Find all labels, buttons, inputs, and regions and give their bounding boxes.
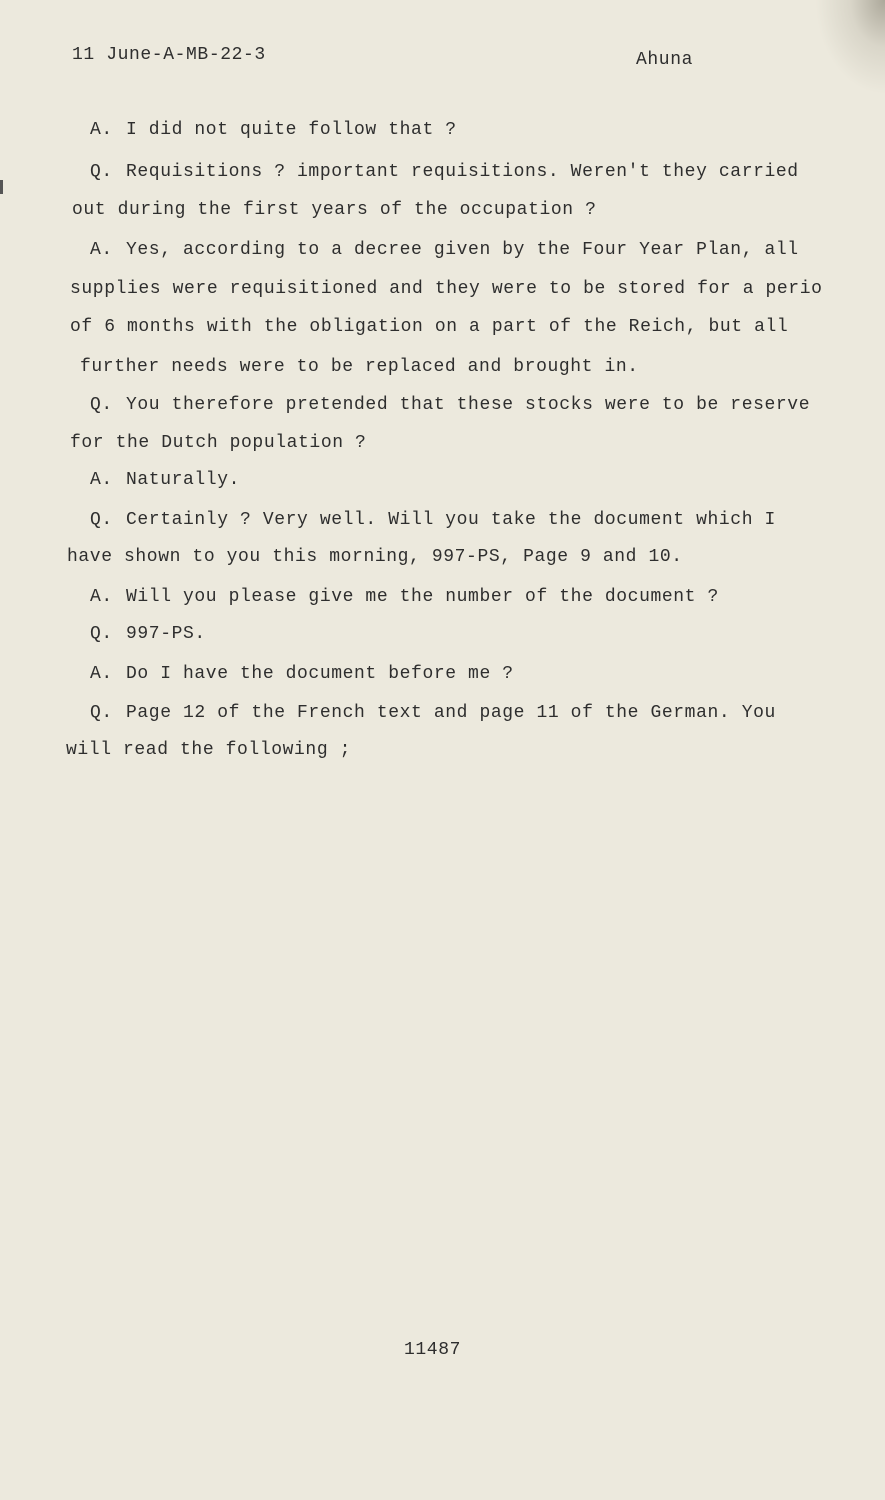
transcript-line	[90, 624, 206, 644]
line-text: further needs were to be replaced and brought in.	[80, 357, 639, 377]
paper-corner-wear	[815, 0, 885, 95]
margin-mark	[0, 180, 3, 194]
transcript-line	[90, 510, 776, 530]
transcript-line	[67, 547, 683, 567]
line-text: have shown to you this morning, 997-PS, Page 9 and 10.	[67, 547, 683, 567]
transcript-line	[70, 433, 366, 453]
transcript-line	[90, 240, 799, 260]
line-text: out during the first years of the occupation ?	[72, 200, 597, 220]
line-text: Certainly ? Very well. Will you take the document which I	[126, 510, 776, 530]
transcript-line	[70, 317, 788, 337]
document-reference: 11 June-A-MB-22-3	[72, 45, 266, 65]
line-text: Do I have the document before me ?	[126, 664, 514, 684]
line-text: 997-PS.	[126, 624, 206, 644]
line-text: will read the following ;	[66, 740, 352, 760]
transcript-line	[90, 664, 514, 684]
page-number: 11487	[404, 1340, 462, 1360]
line-text: of 6 months with the obligation on a part of the Reich, but all	[70, 317, 789, 337]
line-text: Yes, according to a decree given by the Four Year Plan, all	[126, 240, 799, 260]
line-text: Page 12 of the French text and page 11 of the German. You	[126, 703, 776, 723]
speaker-label: Q.	[90, 162, 113, 182]
line-text: for the Dutch population ?	[70, 433, 367, 453]
speaker-label: Q.	[90, 395, 113, 415]
speaker-label: A.	[90, 120, 113, 140]
line-text: Will you please give me the number of the document ?	[126, 587, 719, 607]
speaker-label: A.	[90, 470, 113, 490]
speaker-label: A.	[90, 587, 113, 607]
speaker-label: Q.	[90, 703, 113, 723]
transcript-line	[72, 200, 596, 220]
transcript-line	[90, 587, 719, 607]
transcript-line	[66, 740, 351, 760]
speaker-label: A.	[90, 664, 113, 684]
transcript-line	[90, 703, 776, 723]
transcript-line	[90, 470, 240, 490]
transcript-line	[80, 357, 639, 377]
document-name: Ahuna	[636, 50, 694, 70]
line-text: I did not quite follow that ?	[126, 120, 457, 140]
line-text: Requisitions ? important requisitions. Weren't they carried	[126, 162, 799, 182]
transcript-line	[90, 162, 799, 182]
transcript-line	[90, 395, 810, 415]
speaker-label: Q.	[90, 510, 113, 530]
speaker-label: A.	[90, 240, 113, 260]
transcript-line	[70, 279, 823, 299]
transcript-line	[90, 120, 457, 140]
line-text: Naturally.	[126, 470, 241, 490]
line-text: supplies were requisitioned and they were to be stored for a perio	[70, 279, 823, 299]
speaker-label: Q.	[90, 624, 113, 644]
line-text: You therefore pretended that these stocks were to be reserve	[126, 395, 811, 415]
